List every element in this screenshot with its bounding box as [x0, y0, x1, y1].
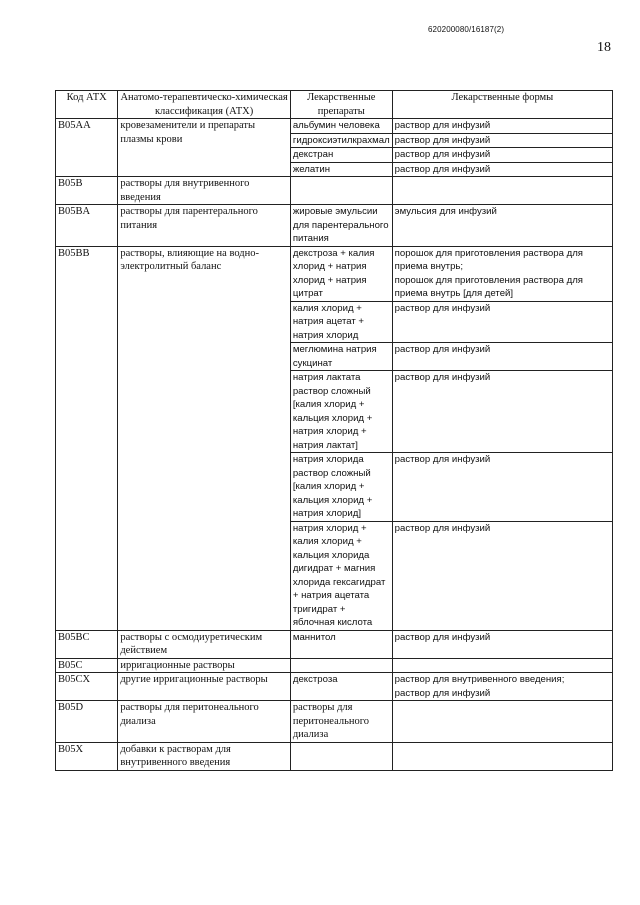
drug-cell: натрия лактата раствор сложный [калия хлорид + кальция хлорид + натрия хлорид + натрия лактат]	[290, 371, 392, 453]
drug-cell: альбумин человека	[290, 119, 392, 134]
atc-class-cell: растворы, влияющие на водно-электролитный баланс	[118, 246, 291, 630]
atc-class-cell: другие ирригационные растворы	[118, 673, 291, 701]
table-row	[56, 119, 613, 134]
page-number: 18	[597, 40, 611, 55]
drug-cell: желатин	[290, 162, 392, 177]
dosage-form-cell: раствор для инфузий	[392, 133, 612, 148]
drug-cell: натрия хлорида раствор сложный [калия хлорид + кальция хлорид + натрия хлорид]	[290, 453, 392, 522]
dosage-form-cell	[392, 177, 612, 205]
table-row	[56, 701, 613, 743]
table-row	[56, 246, 613, 301]
atc-class-cell: растворы для перитонеального диализа	[118, 701, 291, 743]
dosage-form-cell: порошок для приготовления раствора для приема внутрь; порошок для приготовления раствора для приема внутрь [для детей]	[392, 246, 612, 301]
document-id: 620200080/16187(2)	[428, 25, 505, 34]
drug-cell: растворы для перитонеального диализа	[290, 701, 392, 743]
drug-cell: декстроза + калия хлорид + натрия хлорид + натрия цитрат	[290, 246, 392, 301]
drug-cell	[290, 742, 392, 770]
table-row	[56, 630, 613, 658]
dosage-form-cell: раствор для внутривенного введения; раствор для инфузий	[392, 673, 612, 701]
drug-cell: гидроксиэтилкрахмал	[290, 133, 392, 148]
atc-class-cell: растворы для внутривенного введения	[118, 177, 291, 205]
drug-cell: калия хлорид + натрия ацетат + натрия хлорид	[290, 301, 392, 343]
table-row	[56, 205, 613, 247]
dosage-form-cell: раствор для инфузий	[392, 371, 612, 453]
dosage-form-cell	[392, 742, 612, 770]
drug-cell: меглюмина натрия сукцинат	[290, 343, 392, 371]
dosage-form-cell: раствор для инфузий	[392, 453, 612, 522]
dosage-form-cell: раствор для инфузий	[392, 301, 612, 343]
header-atc-code: Код АТХ	[56, 91, 118, 119]
dosage-form-cell: раствор для инфузий	[392, 148, 612, 163]
dosage-form-cell: раствор для инфузий	[392, 343, 612, 371]
atc-code-cell: B05C	[56, 658, 118, 673]
atc-code-cell: B05BA	[56, 205, 118, 247]
atc-code-cell: B05CX	[56, 673, 118, 701]
drug-cell: жировые эмульсии для парентерального питания	[290, 205, 392, 247]
atc-code-cell: B05X	[56, 742, 118, 770]
header-drugs: Лекарственные препараты	[290, 91, 392, 119]
dosage-form-cell	[392, 701, 612, 743]
table-row	[56, 658, 613, 673]
drug-cell: декстран	[290, 148, 392, 163]
dosage-form-cell: раствор для инфузий	[392, 521, 612, 630]
table-row	[56, 673, 613, 701]
atc-code-cell: B05D	[56, 701, 118, 743]
atc-class-cell: ирригационные растворы	[118, 658, 291, 673]
atc-class-cell: растворы для парентерального питания	[118, 205, 291, 247]
drug-cell: маннитол	[290, 630, 392, 658]
atc-class-cell: добавки к растворам для внутривенного введения	[118, 742, 291, 770]
drug-cell	[290, 177, 392, 205]
dosage-form-cell: раствор для инфузий	[392, 162, 612, 177]
atc-code-cell: B05AA	[56, 119, 118, 177]
atc-code-cell: B05BB	[56, 246, 118, 630]
atc-classification-table	[55, 90, 613, 771]
atc-class-cell: кровезаменители и препараты плазмы крови	[118, 119, 291, 177]
table-header-row	[56, 91, 613, 119]
atc-class-cell: растворы с осмодиуретическим действием	[118, 630, 291, 658]
header-dosage-forms: Лекарственные формы	[392, 91, 612, 119]
drug-cell	[290, 658, 392, 673]
dosage-form-cell: раствор для инфузий	[392, 119, 612, 134]
atc-code-cell: B05B	[56, 177, 118, 205]
dosage-form-cell: эмульсия для инфузий	[392, 205, 612, 247]
dosage-form-cell	[392, 658, 612, 673]
table-row	[56, 742, 613, 770]
table-row	[56, 177, 613, 205]
drug-cell: натрия хлорид + калия хлорид + кальция хлорида дигидрат + магния хлорида гексагидрат + натрия ацетата тригидрат + яблочная кислота	[290, 521, 392, 630]
atc-code-cell: B05BC	[56, 630, 118, 658]
drug-cell: декстроза	[290, 673, 392, 701]
header-atc-classification: Анатомо-терапевтическо-химическая классификация (АТХ)	[118, 91, 291, 119]
dosage-form-cell: раствор для инфузий	[392, 630, 612, 658]
